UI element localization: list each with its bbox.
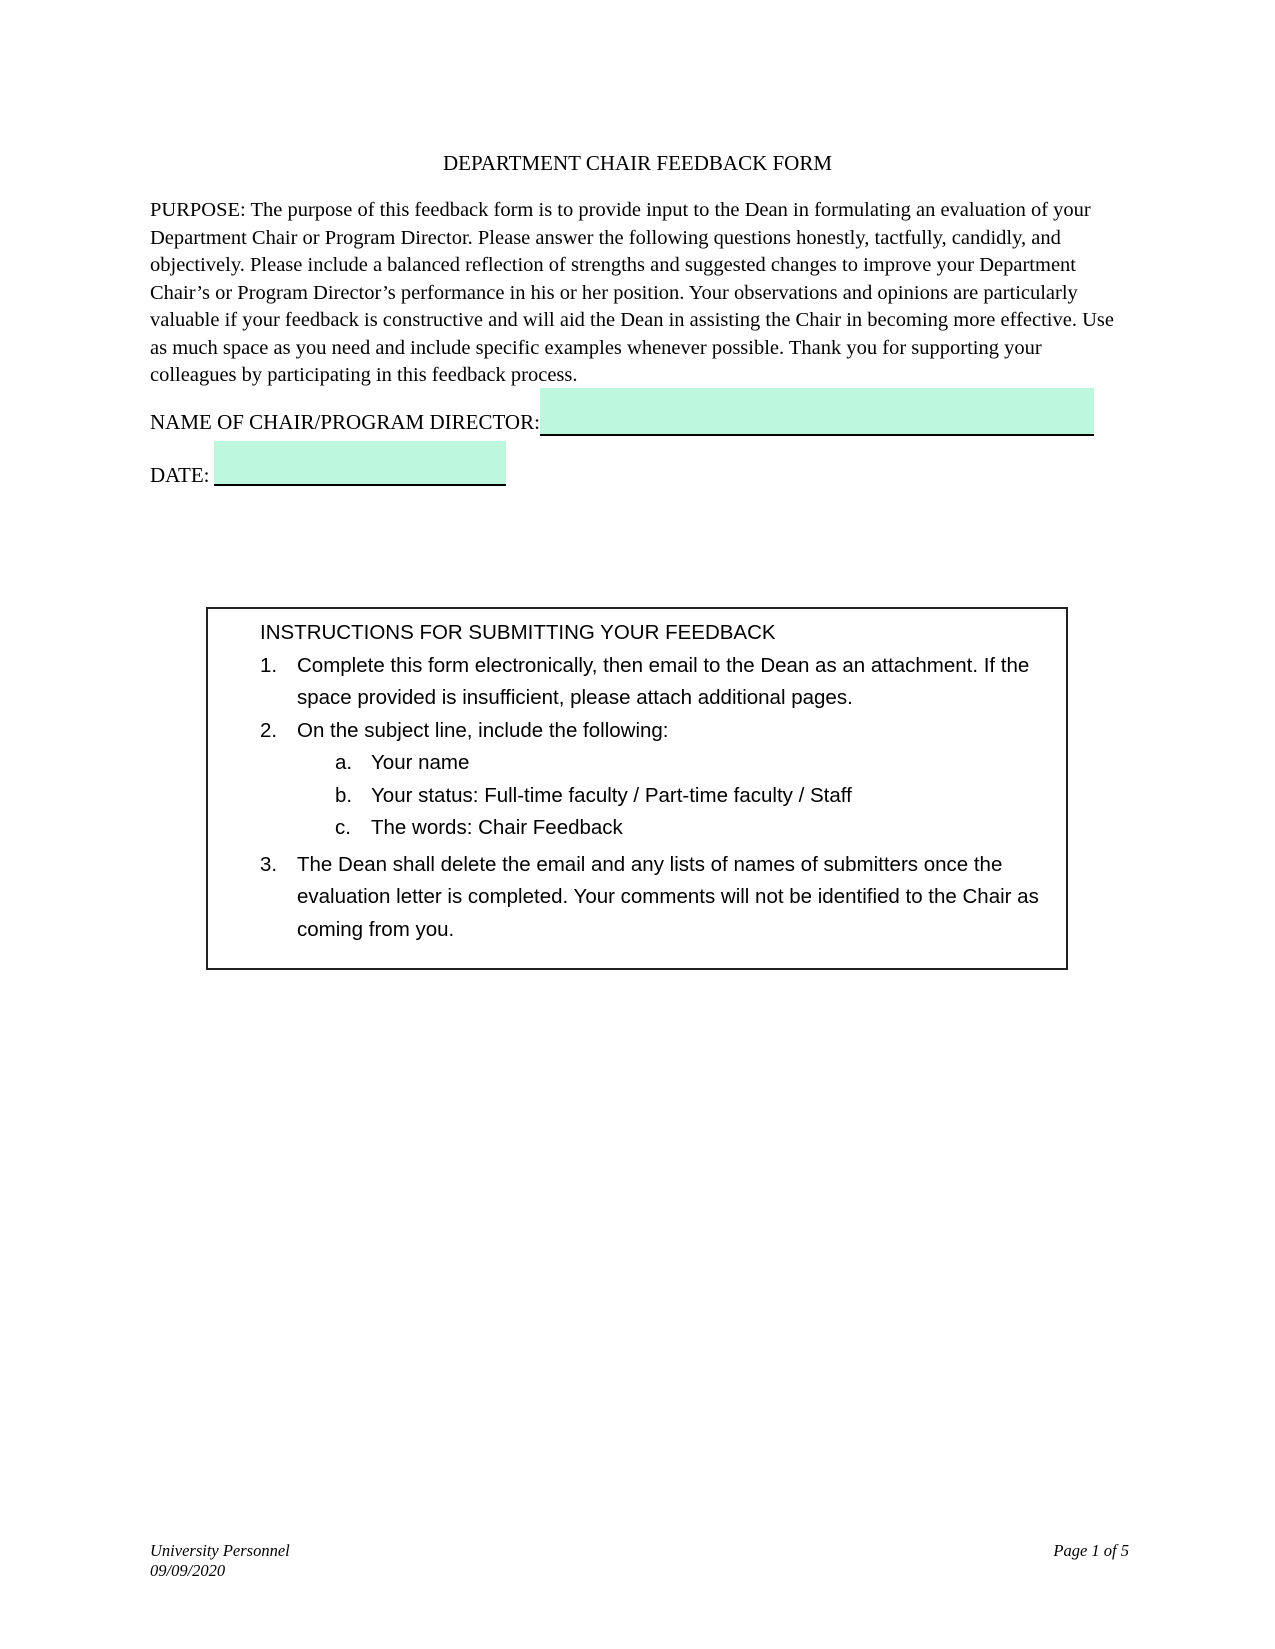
date-label: DATE: [150, 463, 210, 487]
instruction-subitem-c [260, 812, 1040, 845]
instruction-number: 1. [260, 653, 278, 677]
subitem-text: The words: Chair Feedback [371, 816, 623, 839]
chair-name-label: NAME OF CHAIR/PROGRAM DIRECTOR: [150, 410, 540, 434]
instruction-text: On the subject line, include the following: [297, 718, 669, 742]
footer-page-number: Page 1 of 5 [1053, 1541, 1129, 1560]
chair-name-row [150, 388, 1110, 438]
instruction-item-2 [260, 715, 1040, 748]
instruction-item-1 [260, 650, 1040, 715]
subitem-text: Your status: Full-time faculty / Part-time faculty / Staff [371, 783, 852, 807]
date-field[interactable] [214, 441, 506, 486]
instructions-box [206, 607, 1068, 970]
instruction-number: 3. [260, 852, 278, 876]
subitem-letter: c. [335, 816, 351, 839]
footer-org: University Personnel [150, 1541, 290, 1560]
instruction-item-3 [260, 849, 1040, 947]
footer-left [150, 1541, 290, 1581]
instruction-subitem-b [260, 780, 1040, 813]
footer-date: 09/09/2020 [150, 1561, 226, 1580]
subitem-letter: b. [335, 783, 353, 807]
instruction-text: Complete this form electronically, then email to the Dean as an attachment. If the space provided is insufficient, please attach additional pages. [297, 653, 1030, 709]
instructions-heading: INSTRUCTIONS FOR SUBMITTING YOUR FEEDBACK [260, 621, 776, 644]
purpose-paragraph: PURPOSE: The purpose of this feedback form is to provide input to the Dean in formulating an evaluation of your Department Chair or Program Director. Please answer the following questions honestly, tactfully, candidly, and objectively. Please include a balanced reflection of strengths and suggested changes to improve your Department Chair’s or Program Director’s performance in his or her position. Your observations and opinions are particularly valuable if your feedback is constructive and will aid the Dean in assisting the Chair in becoming more effective. Use as much space as you need and include specific examples whenever possible. Thank you for supporting your colleagues by participating in this feedback process. [150, 199, 1114, 386]
form-title: DEPARTMENT CHAIR FEEDBACK FORM [442, 151, 833, 175]
date-row [150, 441, 550, 489]
instruction-text: The Dean shall delete the email and any lists of names of submitters once the evaluation letter is completed. Your comments will not be identified to the Chair as coming from you. [297, 852, 1039, 941]
instruction-subitem-a [260, 747, 1040, 780]
subitem-text: Your name [371, 751, 470, 774]
chair-name-field[interactable] [540, 388, 1094, 436]
subitem-letter: a. [335, 751, 353, 774]
instruction-number: 2. [260, 718, 278, 742]
